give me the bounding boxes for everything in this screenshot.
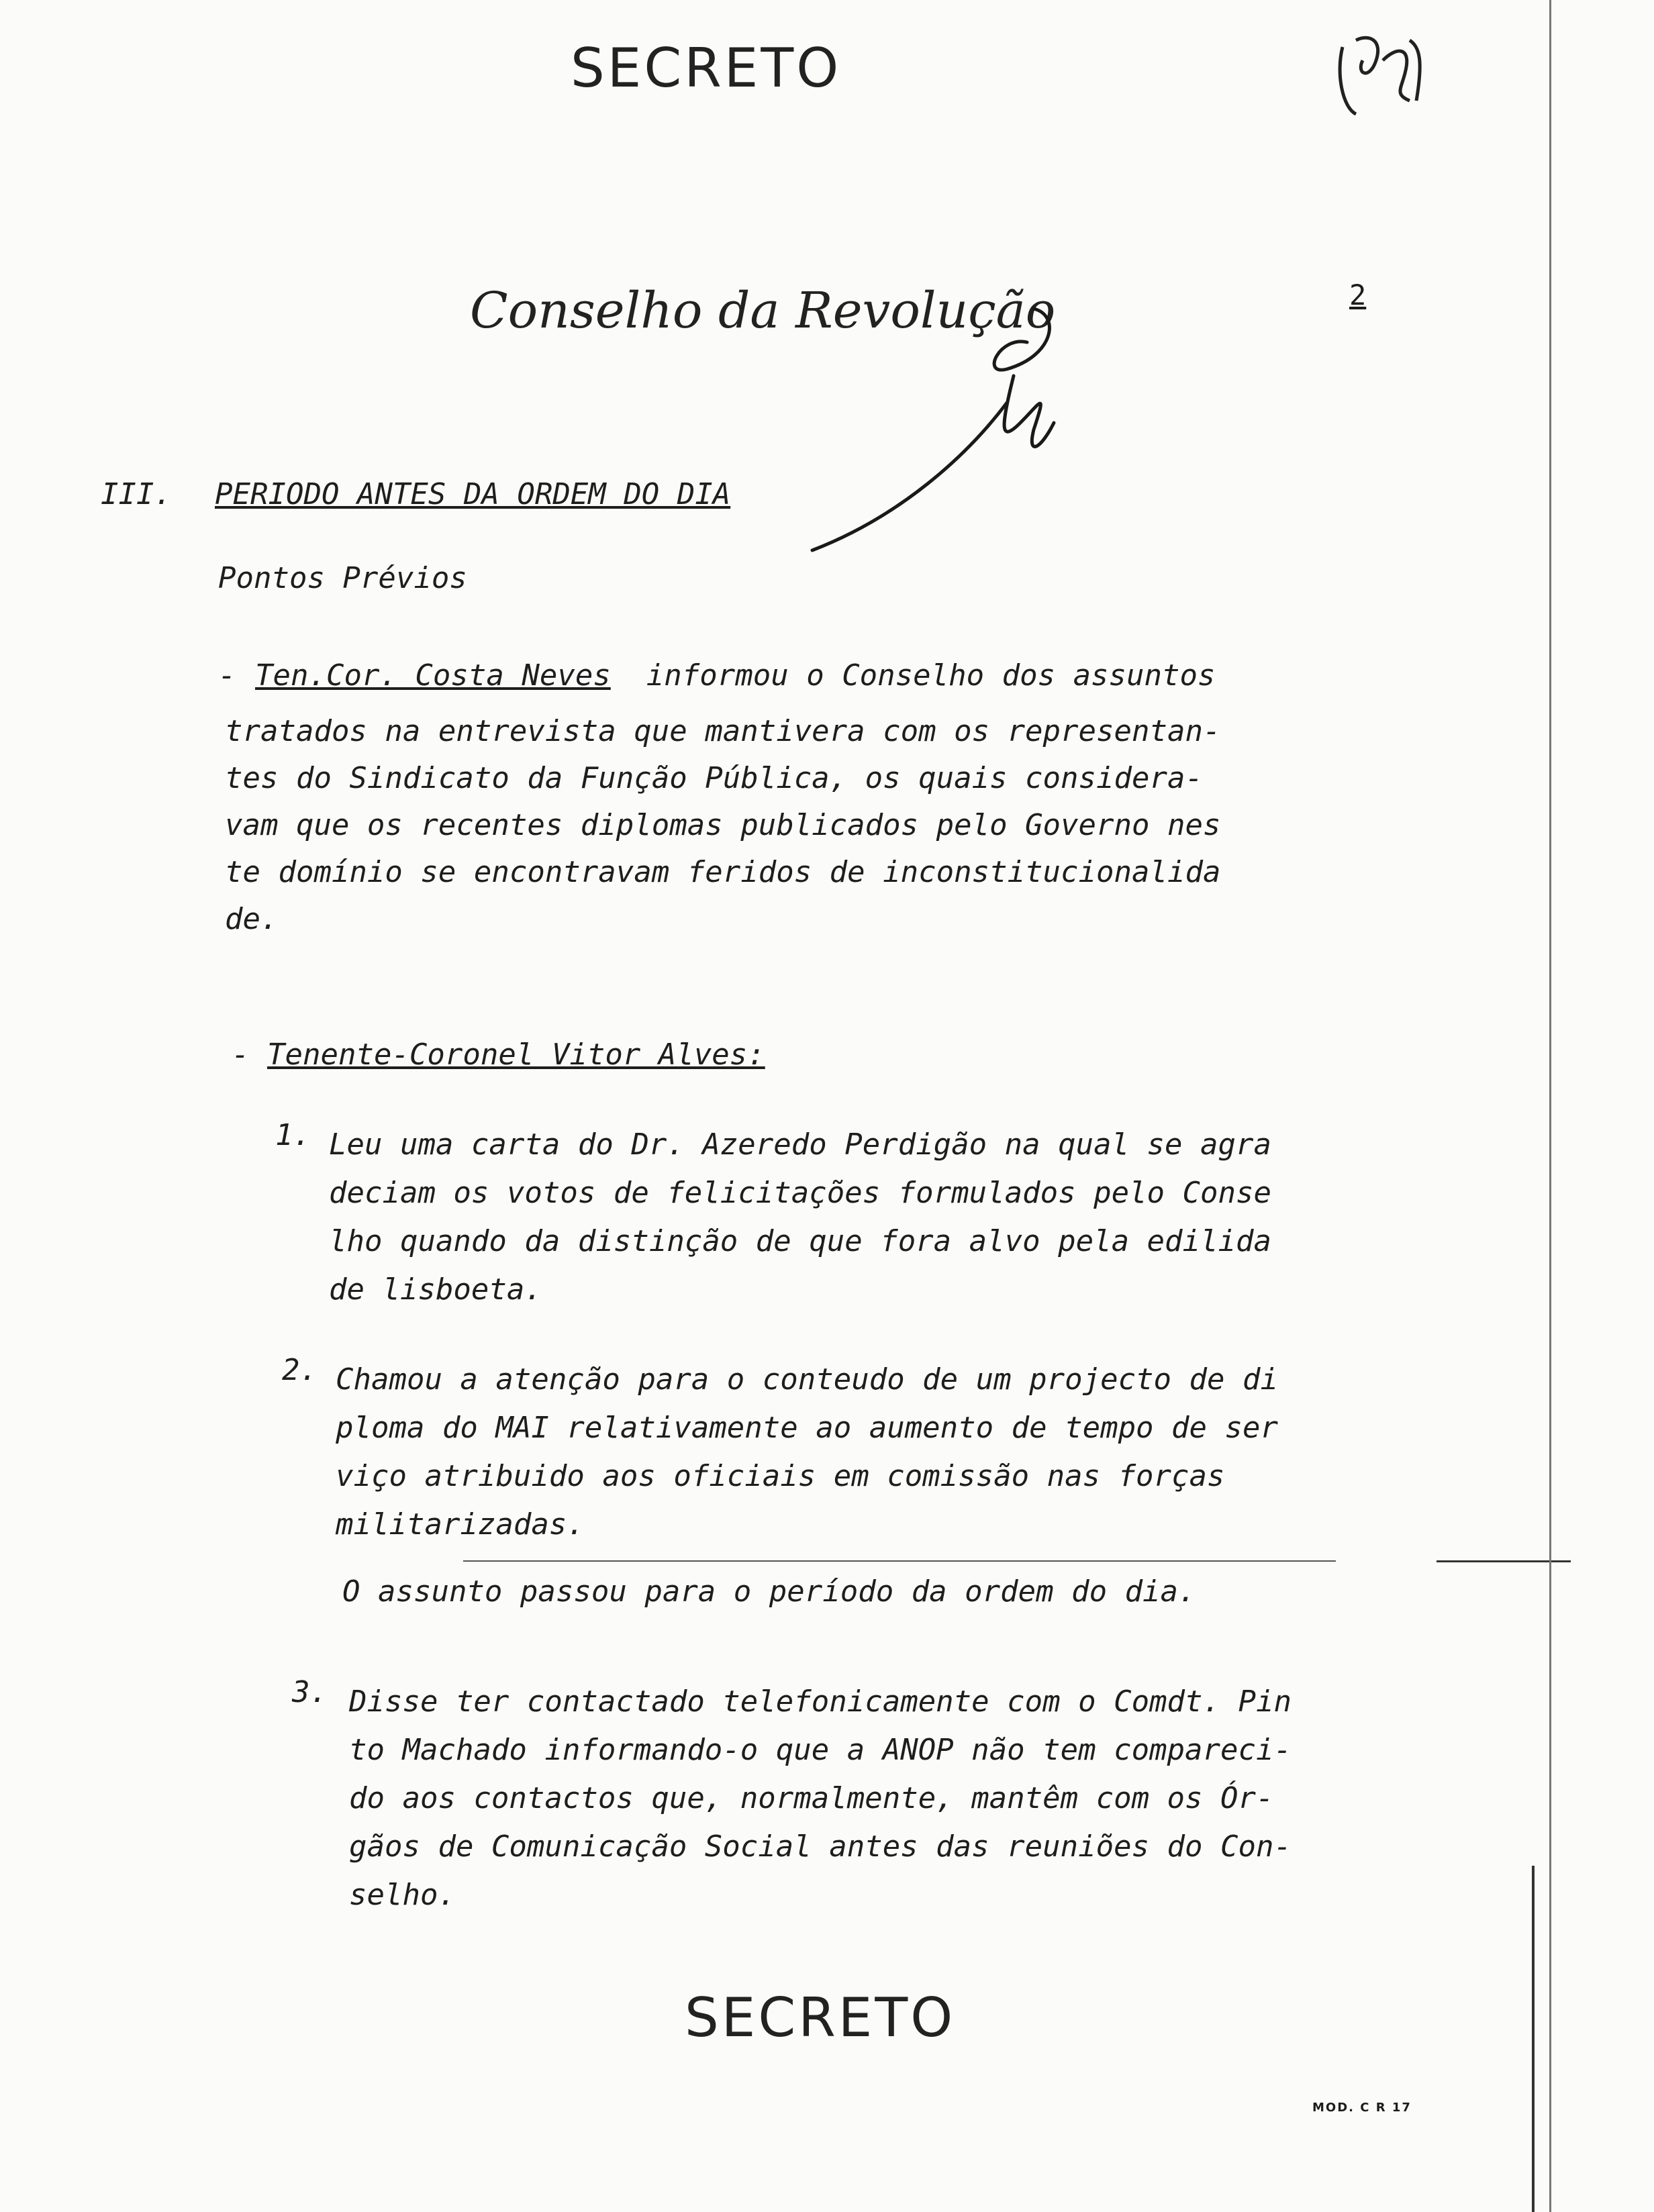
text-line: te domínio se encontravam feridos de inconstitucionalida bbox=[225, 855, 1221, 889]
text-line: Leu uma carta do Dr. Azeredo Perdigão na qual se agra bbox=[329, 1127, 1271, 1162]
point-text bbox=[336, 1356, 1278, 1549]
page-number: 2 bbox=[1349, 279, 1367, 311]
point-text bbox=[349, 1678, 1292, 1919]
text-line: do aos contactos que, normalmente, mantêm com os Ór- bbox=[349, 1781, 1274, 1815]
letterhead-title: Conselho da Revolução bbox=[470, 282, 1056, 340]
subheading: Pontos Prévios bbox=[218, 561, 467, 595]
divider-rule bbox=[463, 1560, 1336, 1562]
scan-edge-line bbox=[1549, 0, 1551, 2212]
point-number: 2. bbox=[282, 1353, 318, 1387]
point-note: O assunto passou para o período da ordem do dia. bbox=[342, 1574, 1196, 1609]
secret-stamp-bottom: SECRETO bbox=[685, 1987, 956, 2049]
text-line: militarizadas. bbox=[336, 1507, 585, 1542]
scan-edge-bar bbox=[1532, 1866, 1535, 2212]
text-line: Chamou a atenção para o conteudo de um projecto de di bbox=[336, 1362, 1278, 1397]
text-line: ploma do MAI relativamente ao aumento de tempo de ser bbox=[336, 1411, 1278, 1445]
text-line: viço atribuido aos oficiais em comissão nas forças bbox=[336, 1459, 1225, 1493]
point-number: 1. bbox=[275, 1118, 311, 1152]
text-line: tratados na entrevista que mantivera com os representan- bbox=[225, 714, 1221, 748]
form-code: MOD. C R 17 bbox=[1312, 2101, 1412, 2115]
text-line: lho quando da distinção de que fora alvo pela edilida bbox=[329, 1224, 1271, 1258]
item-dash: - bbox=[232, 1038, 250, 1072]
text-line: tes do Sindicato da Função Pública, os quais considera- bbox=[225, 761, 1203, 795]
text-line: deciam os votos de felicitações formulados pelo Conse bbox=[329, 1176, 1271, 1210]
item-costa-neves bbox=[255, 658, 1216, 708]
text-line: de lisboeta. bbox=[329, 1272, 542, 1307]
point-number: 3. bbox=[292, 1675, 328, 1709]
section-title: PERIODO ANTES DA ORDEM DO DIA bbox=[215, 477, 731, 511]
point-text bbox=[329, 1121, 1271, 1314]
text-line: Disse ter contactado telefonicamente com o Comdt. Pin bbox=[349, 1685, 1292, 1719]
text-line: vam que os recentes diplomas publicados pelo Governo nes bbox=[225, 808, 1221, 842]
text-line: de. bbox=[225, 902, 279, 936]
text-line: informou o Conselho dos assuntos bbox=[646, 658, 1216, 693]
text-line: to Machado informando-o que a ANOP não tem compareci- bbox=[349, 1733, 1292, 1767]
section-number: III. bbox=[101, 477, 172, 511]
signature-scrawl bbox=[799, 295, 1108, 564]
text-line: selho. bbox=[349, 1878, 456, 1912]
secret-stamp-top: SECRETO bbox=[571, 37, 842, 99]
initials-signature bbox=[1329, 20, 1430, 128]
item-dash: - bbox=[218, 658, 236, 693]
speaker-name: Ten.Cor. Costa Neves bbox=[255, 658, 611, 693]
speaker-name: Tenente-Coronel Vitor Alves: bbox=[267, 1038, 765, 1072]
item-costa-neves-body bbox=[225, 708, 1220, 943]
text-line: gãos de Comunicação Social antes das reuniões do Con- bbox=[349, 1829, 1292, 1864]
